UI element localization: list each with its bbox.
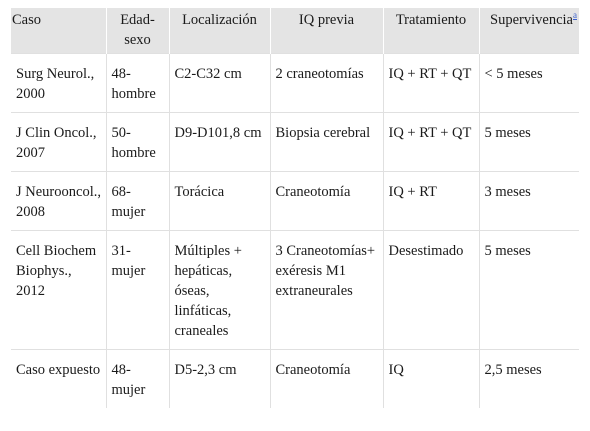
table-row: [11, 231, 579, 350]
cell-iq-previa: 3 Craneotomías+ exéresis M1 extraneurales: [270, 231, 383, 350]
cell-caso: Caso expuesto: [11, 350, 106, 409]
cell-tratamiento: IQ + RT + QT: [383, 54, 479, 113]
cell-supervivencia: < 5 meses: [479, 54, 579, 113]
cell-supervivencia: 5 meses: [479, 113, 579, 172]
cell-iq-previa: Biopsia cerebral: [270, 113, 383, 172]
cell-iq-previa: Craneotomía: [270, 350, 383, 409]
table-row: [11, 113, 579, 172]
cell-localizacion: D9-D101,8 cm: [169, 113, 270, 172]
cell-tratamiento: Desestimado: [383, 231, 479, 350]
cell-edad-sexo: 48-hombre: [106, 54, 169, 113]
cell-iq-previa: 2 craneotomías: [270, 54, 383, 113]
cell-localizacion: Torácica: [169, 172, 270, 231]
cell-supervivencia: 2,5 meses: [479, 350, 579, 409]
table-header: [11, 8, 579, 54]
cell-localizacion: Múltiples + hepáticas, óseas, linfáticas, craneales: [169, 231, 270, 350]
table-body: [11, 54, 579, 409]
header-row: [11, 8, 579, 54]
table-row: [11, 172, 579, 231]
header-supervivencia: [479, 8, 579, 54]
header-supervivencia-label: Supervivencia: [490, 12, 573, 28]
footnote-link[interactable]: a: [573, 10, 577, 21]
cell-edad-sexo: 50-hombre: [106, 113, 169, 172]
cell-caso: Surg Neurol., 2000: [11, 54, 106, 113]
cell-iq-previa: Craneotomía: [270, 172, 383, 231]
cell-supervivencia: 3 meses: [479, 172, 579, 231]
cell-caso: J Clin Oncol., 2007: [11, 113, 106, 172]
cell-tratamiento: IQ: [383, 350, 479, 409]
cell-supervivencia: 5 meses: [479, 231, 579, 350]
cell-edad-sexo: 31-mujer: [106, 231, 169, 350]
table-row: [11, 54, 579, 113]
cell-edad-sexo: 48-mujer: [106, 350, 169, 409]
cell-localizacion: D5-2,3 cm: [169, 350, 270, 409]
header-iq-previa: IQ previa: [270, 8, 383, 54]
cell-tratamiento: IQ + RT + QT: [383, 113, 479, 172]
cell-caso: Cell Biochem Biophys., 2012: [11, 231, 106, 350]
header-edad-sexo: Edad-sexo: [106, 8, 169, 54]
header-localizacion: Localización: [169, 8, 270, 54]
cell-edad-sexo: 68-mujer: [106, 172, 169, 231]
table-row: [11, 350, 579, 409]
cases-table: [11, 8, 579, 408]
cell-caso: J Neurooncol., 2008: [11, 172, 106, 231]
cell-localizacion: C2-C32 cm: [169, 54, 270, 113]
header-caso: Caso: [11, 8, 106, 54]
header-tratamiento: Tratamiento: [383, 8, 479, 54]
cell-tratamiento: IQ + RT: [383, 172, 479, 231]
